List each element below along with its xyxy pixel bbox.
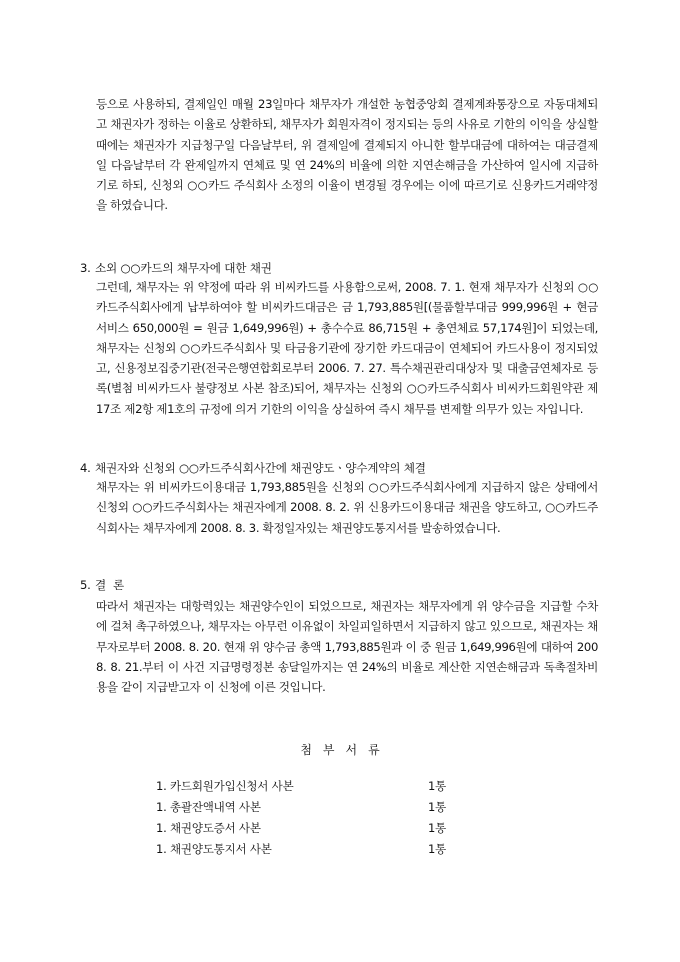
attachment-label: 1. 채권양도통지서 사본	[156, 842, 272, 856]
section-4-paragraph: 채무자는 위 비씨카드이용대금 1,793,885원을 신청외 ○○카드주식회사에게 지급하지 않은 상태에서 신청외 ○○카드주식회사는 채권자에게 2008. 8. 2. 위 신용카드이용대금 채권을 양도하고, ○○카드주식회사는 채무자에게 2008. 8. 3. 확정일자있는 채권양도통지서를 발송하였습니다.	[96, 480, 598, 535]
section-5-heading	[80, 576, 124, 594]
attachment-qty: 1통	[428, 800, 447, 814]
section-4-heading	[80, 459, 426, 477]
section-5-paragraph: 따라서 채권자는 대항력있는 채권양수인이 되었으므로, 채권자는 채무자에게 위 양수금을 지급할 수차에 걸쳐 촉구하였으나, 채무자는 아무런 이유없이 차일피일하면서 지급하지 않고 있으므로, 채권자는 채무자로부터 2008. 8. 20. 현재 위 양수금 총액 1,793,885원과 이 중 원금 1,649,996원에 대하여 2008. 8. 21.부터 이 사건 지급명령정본 송달일까지는 연 24%의 비율로 계산한 지연손해금과 독촉절차비용을 같이 지급받고자 이 신청에 이른 것입니다.	[96, 599, 598, 695]
attachment-label: 1. 총괄잔액내역 사본	[156, 800, 261, 814]
attachment-qty: 1통	[428, 779, 447, 793]
attachment-row	[156, 819, 456, 837]
attachment-row	[156, 840, 456, 858]
attachment-qty: 1통	[428, 821, 447, 835]
intro-paragraph: 등으로 사용하되, 결제일인 매월 23일마다 채무자가 개설한 농협중앙회 결제계좌통장으로 자동대체되고 채권자가 정하는 이율로 상환하되, 채무자가 회원자격이 정지되는 등의 사유로 기한의 이익을 상실할 때에는 채권자가 지급청구일 다음날부터, 위 결제일에 결제되지 아니한 할부대금에 대하여는 대금결제일 다음날부터 각 완제일까지 연체료 및 연 24%의 비율에 의한 지연손해금을 가산하여 일시에 지급하기로 하되, 신청외 ○○카드 주식회사 소정의 이율이 변경될 경우에는 이에 따르기로 신용카드거래약정을 하였습니다.	[96, 97, 598, 213]
section-5-title: 결 론	[95, 578, 124, 592]
section-3-number: 3.	[80, 261, 91, 275]
attachment-label: 1. 카드회원가입신청서 사본	[156, 779, 294, 793]
attachments-title: 첨부서류	[300, 743, 391, 757]
section-3-paragraph: 그런데, 채무자는 위 약정에 따라 위 비씨카드를 사용함으로써, 2008. 7. 1. 현재 채무자가 신청외 ○○카드주식회사에게 납부하여야 할 비씨카드대금은 금 1,793,885원[(물품할부대금 999,996원 + 현금서비스 650,000원 = 원금 1,649,996원) + 총수수료 86,715원 + 총연체료 57,174원]이 되었는데, 채무자는 신청외 ○○카드주식회사 및 타금융기관에 장기한 카드대금이 연체되어 카드사용이 정지되었고, 신용정보집중기관(전국은행연합회로부터 2006. 7. 27. 특수채권관리대상자 및 대출금연체자로 등록(별첨 비씨카드사 불량정보 사본 참조)되어, 채무자는 신청외 ○○카드주식회사 비씨카드회원약관 제17조 제2항 제1호의 규정에 의거 기한의 이익을 상실하여 즉시 채무를 변제할 의무가 있는 자입니다.	[96, 280, 598, 416]
attachment-label: 1. 채권양도증서 사본	[156, 821, 261, 835]
section-3-title: 소외 ○○카드의 채무자에 대한 채권	[95, 261, 272, 275]
section-4-number: 4.	[80, 461, 91, 475]
section-5-number: 5.	[80, 578, 91, 592]
attachment-row	[156, 777, 456, 795]
attachment-qty: 1통	[428, 842, 447, 856]
section-4-title: 채권자와 신청외 ○○카드주식회사간에 채권양도ㆍ양수계약의 체결	[95, 461, 426, 475]
attachment-row	[156, 798, 456, 816]
section-3-heading	[80, 259, 272, 277]
